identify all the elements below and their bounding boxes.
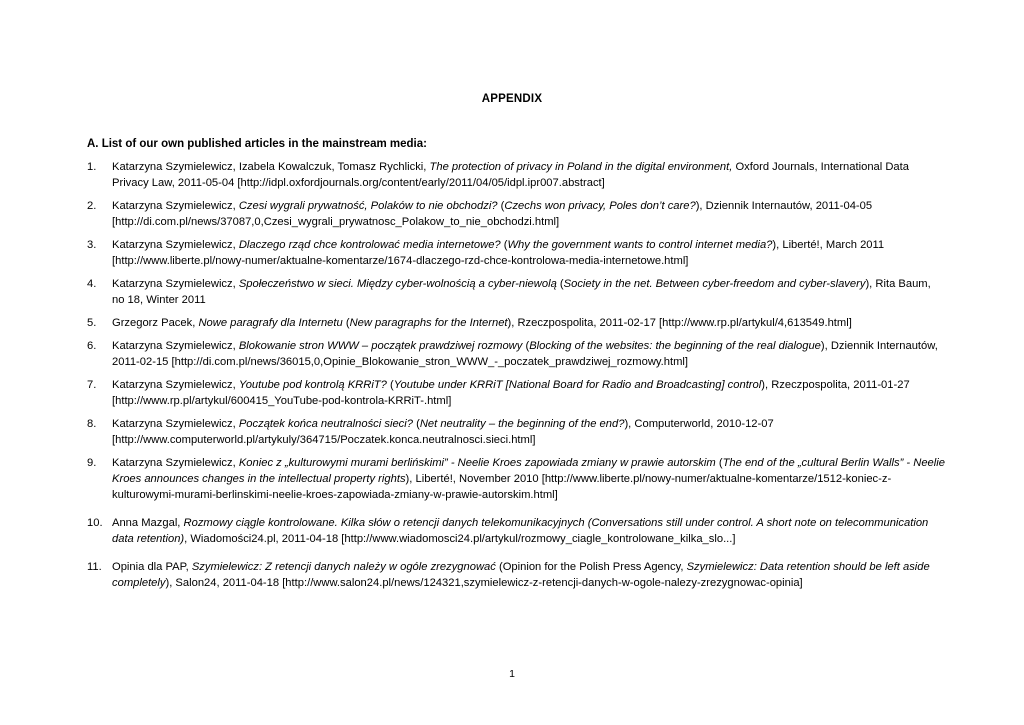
list-item-title-text: Szymielewicz: Data retention should be left aside completely: [112, 561, 930, 589]
list-item-title-text: The protection of privacy in Poland in the digital environment,: [429, 161, 733, 173]
list-item: [87, 276, 945, 308]
list-item-text: Katarzyna Szymielewicz,: [112, 200, 239, 212]
list-item-text: Katarzyna Szymielewicz,: [112, 239, 239, 251]
list-item-number: 4.: [87, 278, 97, 290]
list-item: [87, 377, 945, 409]
list-item-title-text: Nowe paragrafy dla Internetu: [198, 317, 343, 329]
list-item-title-text: Dlaczego rząd chce kontrolować media internetowe?: [238, 239, 501, 251]
list-item-title-text: Blokowanie stron WWW – początek prawdziwej rozmowy: [238, 340, 523, 352]
list-item-number: 9.: [87, 457, 97, 469]
list-item-title-text: Blocking of the websites: the beginning of the real dialogue: [529, 340, 821, 352]
list-item-text: ), Computerworld, 2010-12-07 [http://www.computerworld.pl/artykuly/364715/Poczatek.konca.neutralnosci.sieci.html]: [112, 418, 774, 446]
list-item-text: (: [500, 239, 508, 251]
page-title: APPENDIX: [481, 93, 543, 105]
list-item-text: (: [342, 317, 350, 329]
list-item-number: 11.: [87, 561, 102, 573]
list-item-number: 2.: [87, 200, 97, 212]
list-item-text: Anna Mazgal,: [112, 517, 184, 529]
list-item: [87, 559, 945, 591]
list-item-number: 10.: [87, 517, 103, 529]
list-item-text: Oxford Journals, International Data Privacy Law, 2011-05-04 [http://idpl.oxfordjournals.org/content/early/2011/04/05/idpl.ipr007.abstract]: [112, 161, 909, 189]
list-item-text: (: [522, 340, 530, 352]
list-item-title-text: Youtube under KRRiT [National Board for Radio and Broadcasting] control: [393, 379, 762, 391]
list-item-title-text: Czechs won privacy, Poles don’t care?: [504, 200, 696, 212]
list-item-text: (Opinion for the Polish Press Agency,: [495, 561, 687, 573]
list-item-title-text: Społeczeństwo w sieci. Między cyber-wolnością a cyber-niewolą: [238, 278, 557, 290]
list-item: [87, 159, 945, 191]
list-item-text: (: [412, 418, 420, 430]
list-item-text: Katarzyna Szymielewicz,: [112, 418, 239, 430]
list-item-title-text: New paragraphs for the Internet: [349, 317, 508, 329]
list-item-text: (: [497, 200, 505, 212]
list-item-text: ), Rzeczpospolita, 2011-02-17 [http://www.rp.pl/artykul/4,613549.html]: [507, 317, 852, 329]
list-item-text: ), Liberté!, November 2010 [http://www.liberte.pl/nowy-numer/aktualne-komentarze/1512-koniec-z-kulturowymi-murami-berlinskimi-neelie-kroes-zapowiada-zmiany-w-prawie-autorskim.html]: [112, 473, 892, 501]
section-heading: A. List of our own published articles in the mainstream media:: [87, 138, 427, 150]
list-item: [87, 338, 945, 370]
list-item: [87, 515, 945, 547]
list-item: [87, 237, 945, 269]
list-item-text: Opinia dla PAP,: [112, 561, 192, 573]
list-item-title-text: Czesi wygrali prywatność, Polaków to nie obchodzi?: [238, 200, 498, 212]
list-item-text: (: [715, 457, 723, 469]
list-item-number: 1.: [87, 161, 97, 173]
list-item-number: 6.: [87, 340, 97, 352]
list-item: [87, 455, 945, 503]
list-item-text: ), Liberté!, March 2011 [http://www.liberte.pl/nowy-numer/aktualne-komentarze/1674-dlaczego-rzd-chce-kontrolowa-media-internetowe.html]: [112, 239, 885, 267]
list-item-text: ), Dziennik Internautów, 2011-02-15 [http://di.com.pl/news/36015,0,Opinie_Blokowanie_stron_WWW_-_poczatek_prawdziwej_rozmowy.html]: [112, 340, 938, 368]
list-item-text: Katarzyna Szymielewicz, Izabela Kowalczuk, Tomasz Rychlicki,: [112, 161, 430, 173]
list-item: [87, 315, 945, 331]
list-item-text: ), Dziennik Internautów, 2011-04-05 [http://di.com.pl/news/37087,0,Czesi_wygrali_prywatnosc_Polakow_to_nie_obchodzi.html]: [112, 200, 873, 228]
list-item-text: (: [556, 278, 564, 290]
page-number: 1: [509, 668, 515, 680]
list-item-text: Katarzyna Szymielewicz,: [112, 340, 239, 352]
list-item-text: Katarzyna Szymielewicz,: [112, 457, 239, 469]
list-item-title-text: The end of the „cultural Berlin Walls” - Neelie Kroes announces changes in the intellectual property rights: [112, 457, 945, 485]
list-item: [87, 416, 945, 448]
list-item-title-text: Początek końca neutralności sieci?: [238, 418, 413, 430]
list-item-number: 3.: [87, 239, 97, 251]
list-item-text: ), Rita Baum, no 18, Winter 2011: [112, 278, 931, 306]
list-item-title-text: Net neutrality – the beginning of the end?: [419, 418, 625, 430]
list-item-number: 5.: [87, 317, 97, 329]
list-item-text: , Wiadomości24.pl, 2011-04-18 [http://www.wiadomosci24.pl/artykul/rozmowy_ciagle_kontrolowane_kilka_slo...]: [184, 533, 736, 545]
list-item-title-text: Why the government wants to control internet media?: [507, 239, 773, 251]
list-item-text: Grzegorz Pacek,: [112, 317, 199, 329]
list-item-title-text: Youtube pod kontrolą KRRiT?: [238, 379, 387, 391]
article-list: [87, 159, 945, 591]
list-item-title-text: Koniec z „kulturowymi murami berlińskimi” - Neelie Kroes zapowiada zmiany w prawie autorskim: [238, 457, 716, 469]
list-item-text: ), Rzeczpospolita, 2011-01-27 [http://www.rp.pl/artykul/600415_YouTube-pod-kontrola-KRRiT-.html]: [112, 379, 910, 407]
list-item-title-text: Society in the net. Between cyber-freedom and cyber-slavery: [563, 278, 866, 290]
list-item: [87, 198, 945, 230]
list-item-text: (: [386, 379, 394, 391]
list-item-title-text: Szymielewicz: Z retencji danych należy w ogóle zrezygnować: [191, 561, 496, 573]
list-item-text: Katarzyna Szymielewicz,: [112, 278, 239, 290]
list-item-text: Katarzyna Szymielewicz,: [112, 379, 239, 391]
list-item-number: 7.: [87, 379, 97, 391]
list-item-title-text: Rozmowy ciągle kontrolowane. Kilka słów o retencji danych telekomunikacyjnych (Conversations still under control. A short note on telecommunication data retention): [112, 517, 929, 545]
list-item-text: ), Salon24, 2011-04-18 [http://www.salon24.pl/news/124321,szymielewicz-z-retencji-danych-w-ogole-nalezy-zrezygnowac-opinia]: [165, 577, 803, 589]
list-item-number: 8.: [87, 418, 97, 430]
